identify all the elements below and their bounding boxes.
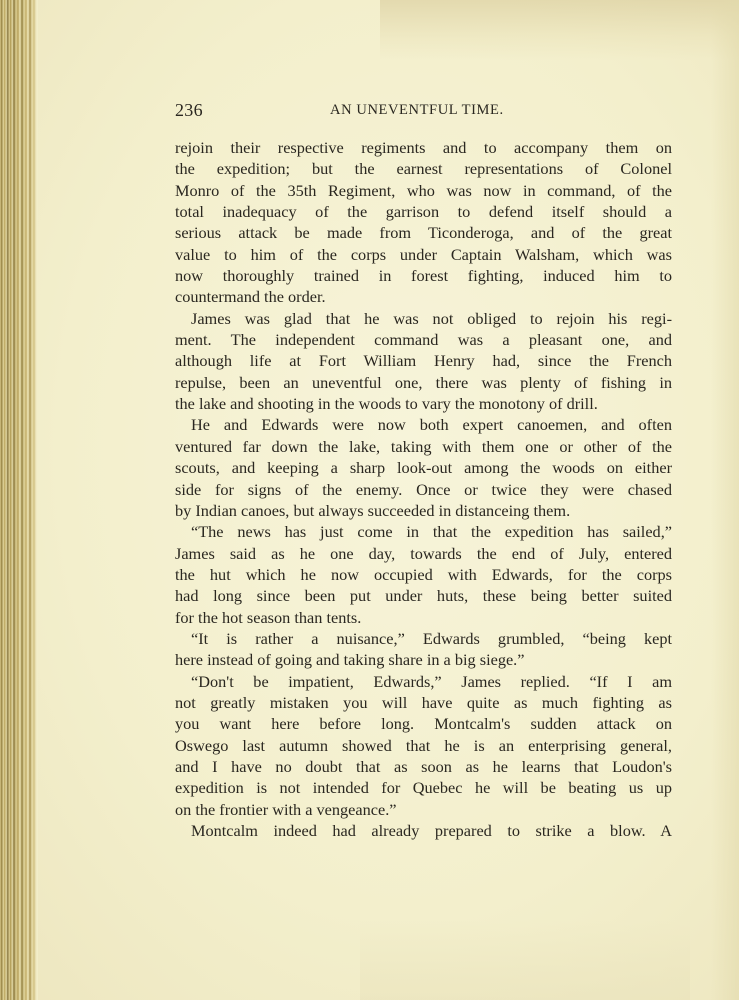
text-line: by Indian canoes, but always succeeded in distanceing them. xyxy=(175,500,571,520)
right-page-edge xyxy=(711,0,739,1000)
text-line: on the frontier with a vengeance.” xyxy=(175,799,397,819)
text-line: rejoin their respective regiments and to accompany them on xyxy=(175,138,672,157)
text-line: you want here before long. Montcalm's sudden attack on xyxy=(175,714,672,734)
text-line: Montcalm indeed had already prepared to strike a blow. A xyxy=(191,821,672,840)
text-line: He and Edwards were now both expert canoemen, and often xyxy=(191,415,672,435)
text-line: total inadequacy of the garrison to defend itself should a xyxy=(175,202,672,222)
text-line: although life at Fort William Henry had, since the French xyxy=(175,351,672,371)
text-line: for the hot season than tents. xyxy=(175,607,362,627)
text-line: the hut which he now occupied with Edwards, for the corps xyxy=(175,564,672,584)
body-text xyxy=(175,137,672,841)
page-number: 236 xyxy=(175,100,203,120)
text-line: Monro of the 35th Regiment, who was now in command, of the xyxy=(175,180,672,200)
text-line: James said as he one day, towards the end of July, entered xyxy=(175,543,672,563)
bottom-page-shadow xyxy=(360,920,690,1000)
text-line: repulse, been an uneventful one, there was plenty of fishing in xyxy=(175,372,672,392)
text-line: countermand the order. xyxy=(175,287,326,307)
running-title: AN UNEVENTFUL TIME. xyxy=(330,102,504,118)
text-line: now thoroughly trained in forest fighting, induced him to xyxy=(175,266,672,286)
facing-page-shadow xyxy=(380,0,739,60)
text-line: “It is rather a nuisance,” Edwards grumbled, “being kept xyxy=(191,628,672,648)
text-line: James was glad that he was not obliged to rejoin his regi- xyxy=(191,308,672,328)
text-line: ventured far down the lake, taking with them one or other of the xyxy=(175,436,672,456)
page-edges-decoration xyxy=(0,0,38,1000)
text-line: had long since been put under huts, these being better suited xyxy=(175,586,672,606)
text-line: ment. The independent command was a pleasant one, and xyxy=(175,330,672,350)
text-line: here instead of going and taking share in a big siege.” xyxy=(175,650,525,670)
text-line: and I have no doubt that as soon as he learns that Loudon's xyxy=(175,756,672,776)
text-line: “The news has just come in that the expedition has sailed,” xyxy=(191,522,672,542)
text-line: Oswego last autumn showed that he is an enterprising general, xyxy=(175,735,672,755)
running-head xyxy=(175,100,672,124)
text-line: scouts, and keeping a sharp look-out among the woods on either xyxy=(175,458,672,478)
text-line: serious attack be made from Ticonderoga, and of the great xyxy=(175,223,672,243)
text-line: expedition is not intended for Quebec he will be beating us up xyxy=(175,778,672,798)
text-line: the lake and shooting in the woods to vary the monotony of drill. xyxy=(175,394,598,414)
text-line: the expedition; but the earnest representations of Colonel xyxy=(175,159,672,179)
text-line: value to him of the corps under Captain Walsham, which was xyxy=(175,244,672,264)
text-line: side for signs of the enemy. Once or twice they were chased xyxy=(175,479,672,499)
text-line: “Don't be impatient, Edwards,” James replied. “If I am xyxy=(191,671,672,691)
text-line: not greatly mistaken you will have quite as much fighting as xyxy=(175,692,672,712)
